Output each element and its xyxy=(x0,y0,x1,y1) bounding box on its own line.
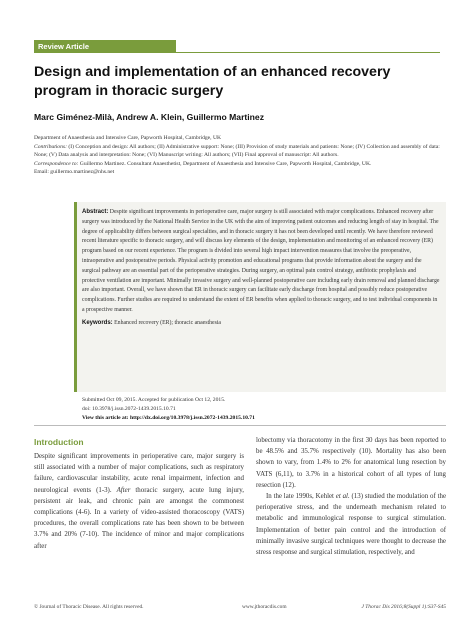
correspondence xyxy=(34,160,446,169)
intro-paragraph-1-cont: lobectomy via thoracotomy in the first 30 days has been reported to be 48.5% and 35.7% respectively (10). Mortality has also been shown to vary, from 1.4% to 2% for anatomical lung resection by VATS (6,11), to 3.7% in a historical cohort of all types of lung resection (12). xyxy=(256,437,446,489)
intro-p1-end: thoracic surgery, acute lung injury, persistent air leak, and chronic pain are amongst the commonest complications (4-6). In a variety of video-assisted thoracoscopy (VATS) procedures, the overall complications rate has been shown to be between 3.7% and 20% (7-10). The incidence of minor and major complications after xyxy=(34,486,244,550)
view-article xyxy=(82,414,442,423)
section-divider xyxy=(34,425,446,426)
intro-p1-emphasis: After xyxy=(116,486,131,494)
email[interactable]: Email: guillermo.martinez@nhs.net xyxy=(34,169,115,175)
keywords-label: Keywords: xyxy=(82,319,113,326)
contributions xyxy=(34,143,446,160)
introduction-heading: Introduction xyxy=(34,437,84,447)
author-info xyxy=(34,134,446,177)
doi: doi: 10.3978/j.issn.2072-1439.2015.10.71 xyxy=(82,406,176,412)
article-type-badge: Review Article xyxy=(34,40,176,53)
abstract xyxy=(82,208,440,329)
header-rule xyxy=(176,52,440,53)
keywords-text: Enhanced recovery (ER); thoracic anaesthesia xyxy=(114,319,222,326)
intro-p2-start: In the late 1990s, Kehlet xyxy=(266,493,336,501)
affiliation: Department of Anaesthesia and Intensive Care, Papworth Hospital, Cambridge, UK xyxy=(34,135,222,141)
submission-dates: Submitted Oct 09, 2015. Accepted for publication Oct 12, 2015. xyxy=(82,397,226,403)
abstract-label: Abstract: xyxy=(82,209,109,215)
page-footer xyxy=(34,604,446,614)
article-title: Design and implementation of an enhanced recovery program in thoracic surgery xyxy=(34,64,391,99)
correspondence-text: Guillermo Martinez. Consultant Anaesthetist, Department of Anaesthesia and Intensive Care, Papworth Hospital, Cambridge, UK. xyxy=(79,160,372,167)
abstract-text: Despite significant improvements in perioperative care, major surgery is still associated with major complications. Enhanced recovery after surgery was introduced by the National Health Service in the UK with the aim of improving patient outcomes and reducing length of stay in hospital. The degree of applicability differs between surgical specialties, and in thoracic surgery it has not been developed until recently. We have therefore reviewed recent literature specific to thoracic surgery, and will discuss key elements of the design, implementation and monitoring of an enhanced recovery (ER) program based on our recent experience. The program is divided into several high impact intervention measures that involve the preoperative, intraoperative and postoperative periods. Physical activity promotion and educational programs that provide information about the surgery and the surgical pathway are an essential part of the perioperative strategies. During surgery, an optimal pain control strategy, antibiotic prophylaxis and protective ventilation are important. Minimally invasive surgery and well-planned postoperative care including early drain removal and planned discharge are also important. Overall, we have shown that ER in thoracic surgery can facilitate early discharge from hospital and possibly reduce postoperative complications. Further studies are required to understand the extent of ER benefits when applied to thoracic surgery, and to test individual components in a prospective manner. xyxy=(82,209,440,313)
abstract-body xyxy=(82,208,440,316)
intro-p2-emphasis: et al. xyxy=(335,493,350,501)
author-list: Marc Giménez-Milà, Andrew A. Klein, Guillermo Martinez xyxy=(34,112,265,122)
body-column-left xyxy=(34,451,244,552)
submission-info xyxy=(82,396,442,423)
correspondence-label: Correspondence to: xyxy=(34,160,79,167)
footer-copyright: © Journal of Thoracic Disease. All rights reserved. xyxy=(34,604,144,610)
footer-citation: J Thorac Dis 2016;8(Suppl 1):S37-S45 xyxy=(361,604,446,610)
view-article-link[interactable]: http://dx.doi.org/10.3978/j.issn.2072-1439.2015.10.71 xyxy=(129,415,255,421)
keywords xyxy=(82,319,440,329)
contributions-text: (I) Conception and design: All authors; (II) Administrative support: None; (III) Provision of study materials and patients: None; (IV) Collection and assembly of data: None; (V) Data analysis and interpretation: None; (VI) Manuscript writing: All authors; (VII) Final approval of manuscript: All authors. xyxy=(34,143,440,158)
contributions-label: Contributions: xyxy=(34,143,67,150)
body-column-right xyxy=(256,435,446,558)
footer-website[interactable]: www.jthoracdis.com xyxy=(242,604,287,610)
intro-p2-end: (13) studied the modulation of the perioperative stress, and the underneath mechanism related to metabolic and immunological response to surgical stimulation. Implementation of better pain control and the introduction of minimally invasive surgical techniques were thought to decrease the stress response and surgical stimulation, respectively, and xyxy=(256,493,446,557)
intro-paragraph-2 xyxy=(256,491,446,558)
intro-paragraph-1 xyxy=(34,451,244,552)
view-article-label: View this article at: xyxy=(82,415,129,421)
intro-p1-start: Despite significant improvements in perioperative care, major surgery is still associated with a number of major complications, such as respiratory failure, cardiovascular instability, acute renal impairment, infection and neurological events (1-3). xyxy=(34,453,244,494)
